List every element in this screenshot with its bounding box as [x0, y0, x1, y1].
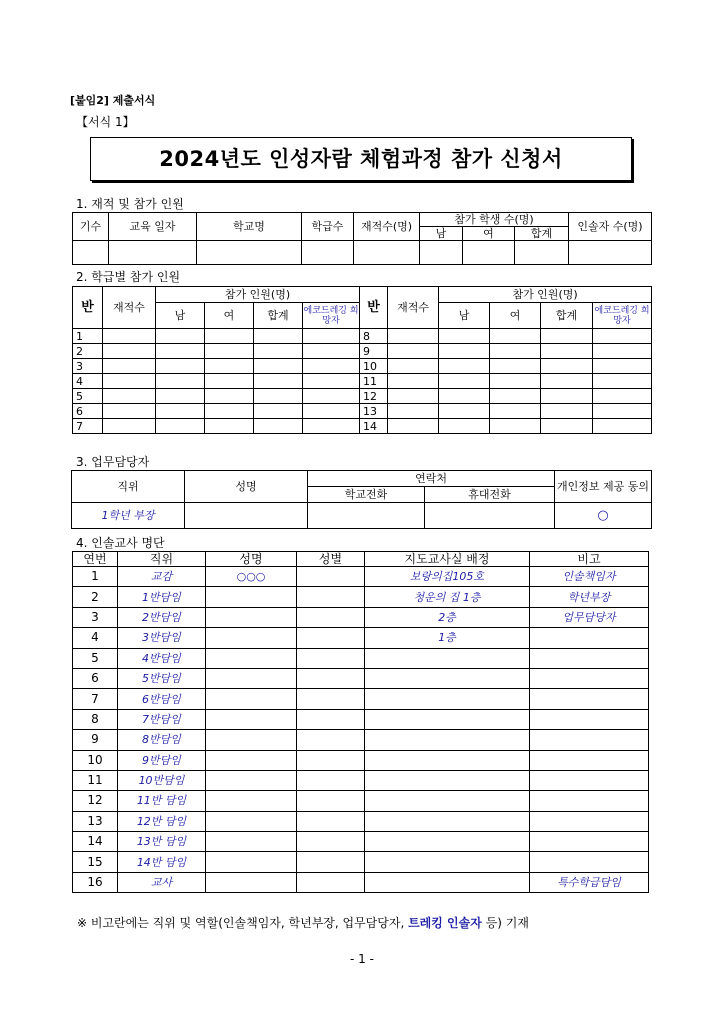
class-number: 12: [360, 389, 388, 404]
roster-note[interactable]: [530, 811, 649, 831]
input-cell[interactable]: [156, 359, 205, 374]
roster-name[interactable]: [206, 648, 297, 668]
class-row: [73, 404, 652, 419]
class-row: [73, 374, 652, 389]
roster-no: 5: [73, 648, 118, 668]
roster-no: 14: [73, 832, 118, 852]
roster-position[interactable]: 1반담임: [118, 587, 206, 607]
input-cell[interactable]: [388, 404, 439, 419]
class-row: [73, 329, 652, 344]
roster-room[interactable]: [365, 791, 530, 811]
cell-empty[interactable]: [73, 241, 109, 265]
footnote-highlight: 트레킹 인솔자: [408, 916, 482, 930]
input-cell[interactable]: [490, 329, 541, 344]
page-number: - 1 -: [350, 952, 374, 966]
input-cell[interactable]: [156, 389, 205, 404]
cell-empty[interactable]: [109, 241, 197, 265]
class-number: 13: [360, 404, 388, 419]
input-cell[interactable]: [103, 329, 156, 344]
col-no: 연번: [73, 552, 118, 567]
roster-position[interactable]: 11반 담임: [118, 791, 206, 811]
roster-name[interactable]: ○○○: [206, 567, 297, 587]
roster-row: [73, 607, 649, 627]
roster-no: 1: [73, 567, 118, 587]
input-cell[interactable]: [103, 404, 156, 419]
roster-gender[interactable]: [297, 852, 365, 872]
staff-position-value[interactable]: 1학년 부장: [72, 503, 185, 529]
roster-gender[interactable]: [297, 791, 365, 811]
input-cell[interactable]: [388, 329, 439, 344]
input-cell[interactable]: [254, 359, 303, 374]
class-number: 2: [73, 344, 103, 359]
input-cell[interactable]: [593, 344, 652, 359]
input-cell[interactable]: [303, 359, 360, 374]
col-room: 지도교사실 배정: [365, 552, 530, 567]
roster-gender[interactable]: [297, 872, 365, 892]
staff-consent-value[interactable]: ○: [555, 503, 652, 529]
col-total: 합계: [254, 303, 303, 329]
roster-row: [73, 770, 649, 790]
input-cell[interactable]: [490, 419, 541, 434]
col-leaders: 인솔자 수(명): [569, 213, 652, 241]
staff-contact-table: [71, 470, 652, 529]
roster-position[interactable]: 5반담임: [118, 668, 206, 688]
roster-gender[interactable]: [297, 607, 365, 627]
col-jaejeok: 재적수: [103, 287, 156, 329]
roster-no: 13: [73, 811, 118, 831]
input-cell[interactable]: [593, 329, 652, 344]
class-number: 7: [73, 419, 103, 434]
input-cell[interactable]: [254, 419, 303, 434]
class-number: 6: [73, 404, 103, 419]
roster-no: 2: [73, 587, 118, 607]
col-eco: 에코드레깅 희망자: [303, 303, 360, 329]
col-classes: 학급수: [302, 213, 354, 241]
input-cell[interactable]: [205, 419, 254, 434]
col-female: 여: [463, 227, 515, 241]
roster-note[interactable]: 업무담당자: [530, 607, 649, 627]
input-cell[interactable]: [254, 344, 303, 359]
roster-note[interactable]: 학년부장: [530, 587, 649, 607]
col-consent: 개인정보 제공 동의: [555, 471, 652, 503]
input-cell[interactable]: [303, 374, 360, 389]
col-name: 성명: [185, 471, 308, 503]
col-male-right: 남: [439, 303, 490, 329]
input-cell[interactable]: [303, 329, 360, 344]
input-cell[interactable]: [541, 389, 593, 404]
input-cell[interactable]: [254, 389, 303, 404]
roster-gender[interactable]: [297, 668, 365, 688]
input-cell[interactable]: [103, 419, 156, 434]
input-cell[interactable]: [439, 359, 490, 374]
roster-room[interactable]: [365, 770, 530, 790]
roster-note[interactable]: 특수학급담임: [530, 872, 649, 892]
staff-mobile-value[interactable]: [425, 503, 555, 529]
input-cell[interactable]: [541, 344, 593, 359]
roster-name[interactable]: [206, 607, 297, 627]
roster-gender[interactable]: [297, 689, 365, 709]
roster-position[interactable]: 2반담임: [118, 607, 206, 627]
col-male: 남: [420, 227, 463, 241]
section1-heading: 1. 재적 및 참가 인원: [76, 197, 184, 211]
roster-row: [73, 852, 649, 872]
roster-no: 9: [73, 730, 118, 750]
input-cell[interactable]: [593, 359, 652, 374]
roster-gender[interactable]: [297, 750, 365, 770]
roster-no: 6: [73, 668, 118, 688]
teacher-roster-table: [72, 551, 649, 893]
roster-no: 7: [73, 689, 118, 709]
roster-note[interactable]: [530, 689, 649, 709]
input-cell[interactable]: [439, 344, 490, 359]
roster-position[interactable]: 13반 담임: [118, 832, 206, 852]
cell-empty[interactable]: [463, 241, 515, 265]
input-cell[interactable]: [303, 344, 360, 359]
class-number: 9: [360, 344, 388, 359]
roster-no: 12: [73, 791, 118, 811]
class-number: 14: [360, 419, 388, 434]
roster-position[interactable]: 6반담임: [118, 689, 206, 709]
roster-name[interactable]: [206, 770, 297, 790]
roster-room[interactable]: [365, 648, 530, 668]
input-cell[interactable]: [388, 374, 439, 389]
roster-name[interactable]: [206, 791, 297, 811]
roster-row: [73, 648, 649, 668]
input-cell[interactable]: [541, 359, 593, 374]
input-cell[interactable]: [439, 404, 490, 419]
roster-name[interactable]: [206, 852, 297, 872]
roster-note[interactable]: [530, 668, 649, 688]
roster-name[interactable]: [206, 709, 297, 729]
col-total: 합계: [515, 227, 569, 241]
class-number: 4: [73, 374, 103, 389]
col-contact: 연락처: [308, 471, 555, 487]
input-cell[interactable]: [303, 389, 360, 404]
input-cell[interactable]: [205, 374, 254, 389]
class-participants-table: [72, 286, 652, 434]
form-number: 【서식 1】: [76, 115, 135, 129]
footnote: [77, 914, 529, 931]
roster-room[interactable]: [365, 709, 530, 729]
input-cell[interactable]: [593, 419, 652, 434]
roster-note[interactable]: [530, 750, 649, 770]
roster-no: 4: [73, 628, 118, 648]
input-cell[interactable]: [254, 374, 303, 389]
col-ban: 반: [73, 287, 103, 329]
roster-name[interactable]: [206, 872, 297, 892]
input-cell[interactable]: [388, 344, 439, 359]
class-number: 10: [360, 359, 388, 374]
roster-name[interactable]: [206, 689, 297, 709]
roster-note[interactable]: [530, 709, 649, 729]
roster-name[interactable]: [206, 587, 297, 607]
class-row: [73, 344, 652, 359]
roster-position[interactable]: 교사: [118, 872, 206, 892]
roster-position[interactable]: 3반담임: [118, 628, 206, 648]
class-number: 11: [360, 374, 388, 389]
roster-name[interactable]: [206, 730, 297, 750]
input-cell[interactable]: [303, 419, 360, 434]
roster-gender[interactable]: [297, 567, 365, 587]
roster-room[interactable]: [365, 750, 530, 770]
roster-row: [73, 811, 649, 831]
roster-name[interactable]: [206, 750, 297, 770]
class-row: [73, 359, 652, 374]
col-female: 여: [205, 303, 254, 329]
col-school-phone: 학교전화: [308, 487, 425, 503]
input-cell[interactable]: [205, 404, 254, 419]
roster-no: 10: [73, 750, 118, 770]
input-cell[interactable]: [439, 419, 490, 434]
input-cell[interactable]: [205, 329, 254, 344]
class-number: 3: [73, 359, 103, 374]
input-cell[interactable]: [103, 359, 156, 374]
roster-name[interactable]: [206, 628, 297, 648]
col-note: 비고: [530, 552, 649, 567]
roster-name[interactable]: [206, 668, 297, 688]
roster-note[interactable]: [530, 770, 649, 790]
col-total-right: 합계: [541, 303, 593, 329]
roster-room[interactable]: [365, 872, 530, 892]
roster-row: [73, 750, 649, 770]
input-cell[interactable]: [156, 344, 205, 359]
input-cell[interactable]: [490, 359, 541, 374]
input-cell[interactable]: [156, 419, 205, 434]
input-cell[interactable]: [156, 374, 205, 389]
input-cell[interactable]: [439, 329, 490, 344]
roster-position[interactable]: 4반담임: [118, 648, 206, 668]
roster-gender[interactable]: [297, 770, 365, 790]
col-gisu: 기수: [73, 213, 109, 241]
roster-position[interactable]: 교감: [118, 567, 206, 587]
class-number: 5: [73, 389, 103, 404]
roster-row: [73, 567, 649, 587]
roster-row: [73, 730, 649, 750]
roster-gender[interactable]: [297, 628, 365, 648]
col-eco-right: 에코드레깅 희망자: [593, 303, 652, 329]
input-cell[interactable]: [303, 404, 360, 419]
class-number: 1: [73, 329, 103, 344]
input-cell[interactable]: [541, 374, 593, 389]
cell-empty[interactable]: [420, 241, 463, 265]
roster-row: [73, 689, 649, 709]
roster-room[interactable]: [365, 811, 530, 831]
col-gender: 성별: [297, 552, 365, 567]
roster-room[interactable]: 2층: [365, 607, 530, 627]
col-jaejeok-right: 재적수: [388, 287, 439, 329]
roster-gender[interactable]: [297, 811, 365, 831]
roster-position[interactable]: 9반담임: [118, 750, 206, 770]
participants-summary-table: [72, 212, 652, 265]
input-cell[interactable]: [103, 374, 156, 389]
input-cell[interactable]: [490, 389, 541, 404]
roster-note[interactable]: [530, 648, 649, 668]
roster-position[interactable]: 7반담임: [118, 709, 206, 729]
col-position: 직위: [118, 552, 206, 567]
input-cell[interactable]: [254, 329, 303, 344]
roster-row: [73, 587, 649, 607]
roster-no: 15: [73, 852, 118, 872]
roster-room[interactable]: [365, 668, 530, 688]
cell-empty[interactable]: [197, 241, 302, 265]
col-date: 교육 일자: [109, 213, 197, 241]
input-cell[interactable]: [490, 404, 541, 419]
roster-room[interactable]: [365, 852, 530, 872]
input-cell[interactable]: [541, 419, 593, 434]
roster-gender[interactable]: [297, 709, 365, 729]
input-cell[interactable]: [103, 389, 156, 404]
roster-name[interactable]: [206, 832, 297, 852]
roster-gender[interactable]: [297, 648, 365, 668]
roster-position[interactable]: 14반 담임: [118, 852, 206, 872]
input-cell[interactable]: [254, 404, 303, 419]
cell-empty[interactable]: [515, 241, 569, 265]
staff-school-phone-value[interactable]: [308, 503, 425, 529]
col-group-participants-right: 참가 인원(명): [439, 287, 652, 303]
col-mobile-phone: 휴대전화: [425, 487, 555, 503]
input-cell[interactable]: [593, 404, 652, 419]
input-cell[interactable]: [156, 404, 205, 419]
input-cell[interactable]: [593, 374, 652, 389]
col-school: 학교명: [197, 213, 302, 241]
input-cell[interactable]: [103, 344, 156, 359]
col-group-students: 참가 학생 수(명): [420, 213, 569, 227]
section2-heading: 2. 학급별 참가 인원: [76, 270, 181, 284]
roster-no: 3: [73, 607, 118, 627]
col-group-participants: 참가 인원(명): [156, 287, 360, 303]
col-position: 직위: [72, 471, 185, 503]
input-cell[interactable]: [205, 344, 254, 359]
input-cell[interactable]: [593, 389, 652, 404]
roster-room[interactable]: [365, 730, 530, 750]
roster-gender[interactable]: [297, 587, 365, 607]
input-cell[interactable]: [388, 419, 439, 434]
roster-note[interactable]: [530, 628, 649, 648]
input-cell[interactable]: [156, 329, 205, 344]
footnote-text: ※ 비고란에는 직위 및 역할(인솔책임자, 학년부장, 업무담당자,: [77, 916, 409, 930]
class-row: [73, 419, 652, 434]
roster-row: [73, 709, 649, 729]
cell-empty[interactable]: [302, 241, 354, 265]
roster-row: [73, 668, 649, 688]
col-ban-right: 반: [360, 287, 388, 329]
roster-no: 11: [73, 770, 118, 790]
input-cell[interactable]: [205, 389, 254, 404]
roster-room[interactable]: [365, 832, 530, 852]
roster-room[interactable]: 보랑의집105호: [365, 567, 530, 587]
roster-note[interactable]: [530, 730, 649, 750]
roster-gender[interactable]: [297, 730, 365, 750]
input-cell[interactable]: [439, 374, 490, 389]
roster-row: [73, 872, 649, 892]
class-number: 8: [360, 329, 388, 344]
roster-no: 16: [73, 872, 118, 892]
roster-row: [73, 791, 649, 811]
attachment-label: [붙임2] 제출서식: [70, 94, 156, 107]
roster-gender[interactable]: [297, 832, 365, 852]
roster-note[interactable]: [530, 832, 649, 852]
roster-name[interactable]: [206, 811, 297, 831]
roster-no: 8: [73, 709, 118, 729]
input-cell[interactable]: [490, 374, 541, 389]
roster-position[interactable]: 8반담임: [118, 730, 206, 750]
col-enrolled: 재적수(명): [354, 213, 420, 241]
input-cell[interactable]: [541, 404, 593, 419]
input-cell[interactable]: [439, 389, 490, 404]
footnote-text-end: 등) 기재: [481, 916, 529, 930]
input-cell[interactable]: [541, 329, 593, 344]
col-female-right: 여: [490, 303, 541, 329]
roster-room[interactable]: 청운의 집 1층: [365, 587, 530, 607]
roster-row: [73, 832, 649, 852]
staff-name-value[interactable]: [185, 503, 308, 529]
cell-empty[interactable]: [354, 241, 420, 265]
roster-position[interactable]: 12반 담임: [118, 811, 206, 831]
section3-heading: 3. 업무담당자: [76, 455, 150, 469]
roster-note[interactable]: [530, 791, 649, 811]
input-cell[interactable]: [388, 359, 439, 374]
col-name: 성명: [206, 552, 297, 567]
roster-note[interactable]: [530, 852, 649, 872]
roster-position[interactable]: 10반담임: [118, 770, 206, 790]
section4-heading: 4. 인솔교사 명단: [76, 536, 165, 550]
col-male: 남: [156, 303, 205, 329]
roster-row: [73, 628, 649, 648]
cell-empty[interactable]: [569, 241, 652, 265]
input-cell[interactable]: [490, 344, 541, 359]
roster-note[interactable]: 인솔책임자: [530, 567, 649, 587]
roster-room[interactable]: 1층: [365, 628, 530, 648]
input-cell[interactable]: [388, 389, 439, 404]
roster-room[interactable]: [365, 689, 530, 709]
class-row: [73, 389, 652, 404]
document-title: 2024년도 인성자람 체험과정 참가 신청서: [90, 137, 632, 181]
input-cell[interactable]: [205, 359, 254, 374]
